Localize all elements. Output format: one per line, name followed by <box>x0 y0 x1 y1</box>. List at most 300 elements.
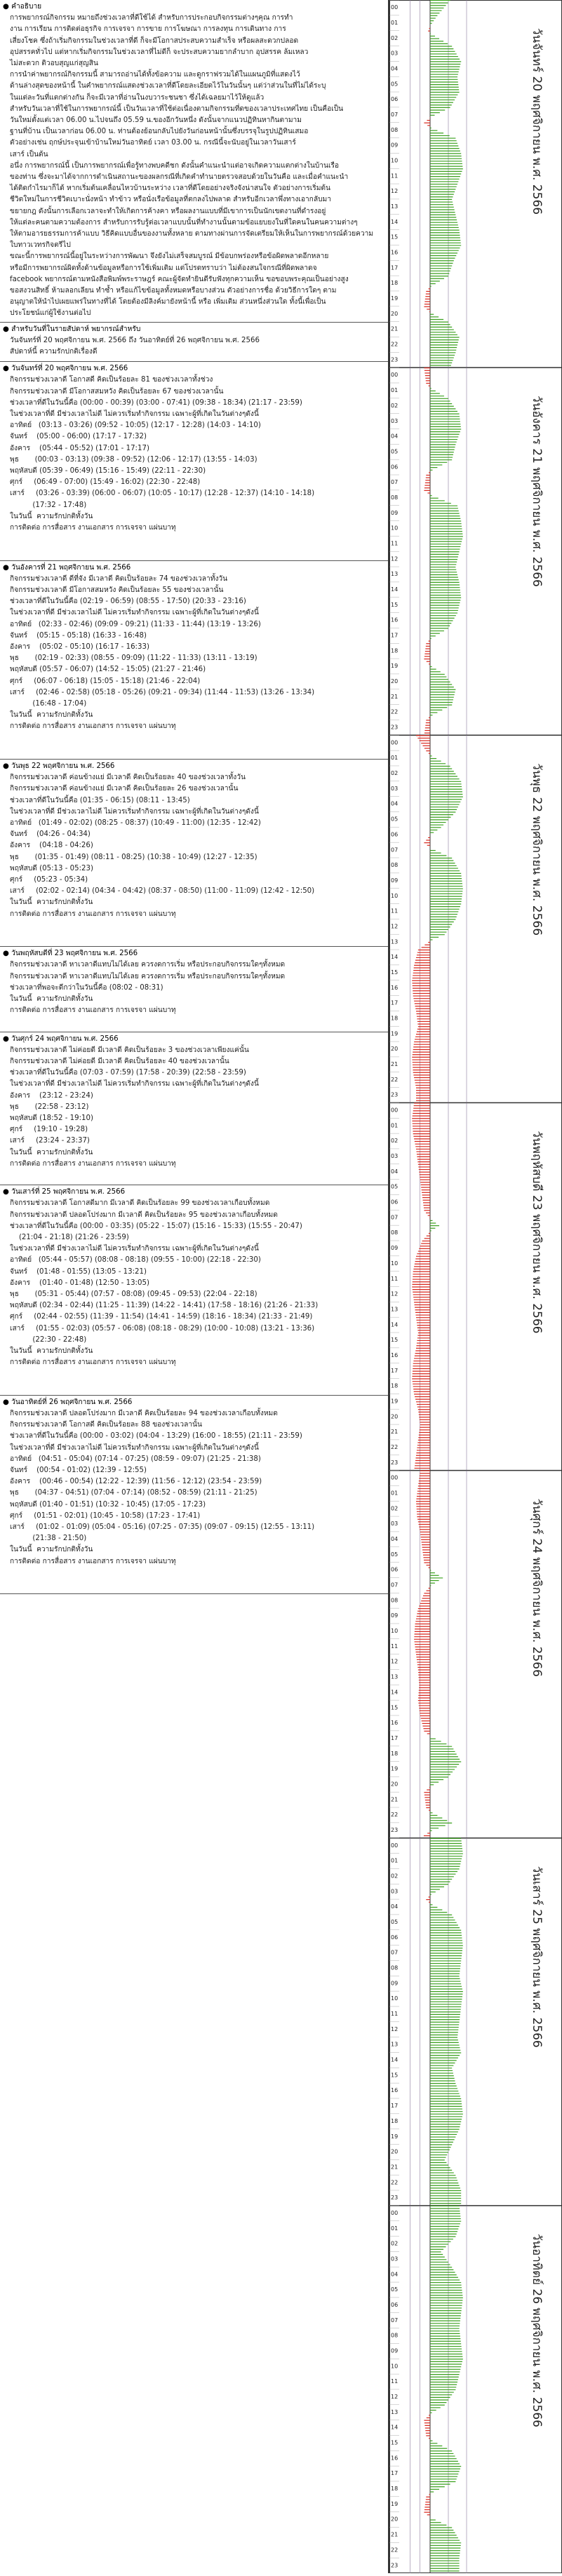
day-line: พุธ (02:19 - 02:33) (08:55 - 09:09) (11:22 - 11:33) (13:11 - 13:19) <box>10 654 257 663</box>
hour-tick-label: 00 <box>391 2209 399 2216</box>
hour-tick-label: 06 <box>391 831 399 838</box>
day-line: อังคาร (05:44 - 05:52) (17:01 - 17:17) <box>10 444 149 452</box>
day-header: ● วันพุธ 22 พฤศจิกายน พ.ศ. 2566 <box>3 762 115 770</box>
intro-line: ขยายกฎ ดังนั้นการเลือกเวลาจะทำให้เกิดการค้างคา หรือผลงานแบบที่มีเขาการเป็นนักเขตงานที่ดำรงอยู่ <box>10 207 326 215</box>
hour-tick-label: 20 <box>391 2516 399 2523</box>
hour-tick-label: 10 <box>391 892 399 899</box>
day-line: ในช่วงเวลาที่ดี มีช่วงเวลาไม่ดี ไม่ควรเริ่มทำกิจกรรม เฉพาะผู้ที่เกิดในวันต่างๆดังนี้ <box>10 410 259 418</box>
hour-tick-label: 23 <box>391 1091 399 1098</box>
intro-line: วันใหม่ตั้งแต่เวลา 06.00 น.ไปจนถึง 05.59 น.ของอีกวันหนึ่ง ดังนั้นจากแนวปฏิทินหากินตามาม <box>10 116 302 125</box>
day-line: ช่วงเวลาที่ดีในวันนี้คือ (00:00 - 00:39) (03:00 - 07:41) (09:38 - 18:34) (21:17 - 23:59) <box>10 398 302 407</box>
day-line: ในช่วงเวลาที่ดี มีช่วงเวลาไม่ดี ไม่ควรเริ่มทำกิจกรรม เฉพาะผู้ที่เกิดในวันต่างๆดังนี้ <box>10 1080 259 1088</box>
day-line: ในวันนี้ ความรักปกติทั้งวัน <box>10 1148 93 1156</box>
hour-tick-label: 05 <box>391 816 399 823</box>
hour-tick-label: 10 <box>391 1260 399 1267</box>
intro-line: อุปสรรคทั่วไป แต่หากเริ่มกิจกรรมในช่วงเวลาที่ไม่ดีก็ จะประสบความยากลำบาก อุปสรรค ล้มเหลว <box>10 48 309 56</box>
day-line: เสาร์ (23:24 - 23:37) <box>10 1137 90 1145</box>
day-line: กิจกรรมช่วงเวลาดี มีโอกาสสมหวัง คิดเป็นร้อยละ 67 ของช่วงเวลานั้น <box>10 387 224 396</box>
hour-tick-label: 20 <box>391 1413 399 1420</box>
day-line: ในวันนี้ ความรักปกติทั้งวัน <box>10 995 93 1003</box>
hour-tick-label: 08 <box>391 862 399 869</box>
hour-tick-label: 15 <box>391 2072 399 2079</box>
hour-tick-label: 04 <box>391 65 399 72</box>
hour-tick-label: 06 <box>391 1199 399 1206</box>
day-line: จันทร์ (01:48 - 01:55) (13:05 - 13:21) <box>10 1267 147 1276</box>
day-line: อังคาร (04:18 - 04:26) <box>10 842 93 850</box>
hour-tick-label: 22 <box>391 1812 399 1819</box>
hour-tick-label: 01 <box>391 1122 399 1129</box>
hour-tick-label: 08 <box>391 1229 399 1236</box>
hour-tick-label: 22 <box>391 2179 399 2186</box>
intro-line: ไม่สะดวก ติวอบสุญแก่สุญสิน <box>10 60 98 68</box>
hour-tick-label: 11 <box>391 908 399 915</box>
hour-tick-label: 07 <box>391 1582 399 1589</box>
hour-tick-label: 10 <box>391 1995 399 2002</box>
day-line: พฤหัสบดี (01:40 - 01:51) (10:32 - 10:45) (17:05 - 17:23) <box>10 1500 206 1509</box>
day-line: กิจกรรมช่วงเวลาดี โอกาสดีมาก มีเวลาดี คิดเป็นร้อยละ 99 ของช่วงเวลาเกือบทั้งหมด <box>10 1199 270 1208</box>
hour-tick-label: 09 <box>391 509 399 516</box>
hour-tick-label: 13 <box>391 2041 399 2048</box>
hour-tick-label: 23 <box>391 356 399 363</box>
day-line: ศุกร์ (06:49 - 07:00) (15:49 - 16:02) (22:30 - 22:48) <box>10 478 201 487</box>
hour-tick-label: 02 <box>391 402 399 409</box>
day-line: พฤหัสบดี (05:39 - 06:49) (15:16 - 15:49) (22:11 - 22:30) <box>10 467 206 476</box>
hour-tick-label: 01 <box>391 19 399 26</box>
hour-tick-label: 02 <box>391 1138 399 1145</box>
forecast-chart-column <box>389 0 562 2573</box>
hour-tick-label: 17 <box>391 632 399 639</box>
hour-tick-label: 09 <box>391 2347 399 2354</box>
hour-tick-label: 04 <box>391 1903 399 1910</box>
day-line: กิจกรรมช่วงเวลาดี หาเวลาดีแทบไม่ได้เลย ควรงดการเริ่ม หรือประกอบกิจกรรมใดๆทั้งหมด <box>10 972 286 980</box>
day-line: ในวันนี้ ความรักปกติทั้งวัน <box>10 898 93 907</box>
hour-tick-label: 20 <box>391 1046 399 1053</box>
hour-tick-label: 23 <box>391 2562 399 2569</box>
hour-tick-label: 22 <box>391 1443 399 1450</box>
day-line: กิจกรรมช่วงเวลาดี ปลอดโปร่งมาก มีเวลาดี คิดเป็นร้อยละ 94 ของช่วงเวลาเกือบทั้งหมด <box>10 1410 278 1417</box>
day-line: อาทิตย์ (03:13 - 03:26) (09:52 - 10:05) (12:17 - 12:28) (14:03 - 14:10) <box>10 422 261 430</box>
hour-tick-label: 22 <box>391 1076 399 1083</box>
hour-tick-label: 19 <box>391 1398 399 1405</box>
hour-tick-label: 01 <box>391 1857 399 1864</box>
hour-tick-label: 11 <box>391 2378 399 2385</box>
hour-tick-label: 10 <box>391 2363 399 2370</box>
hour-tick-label: 13 <box>391 2408 399 2415</box>
intro-title: ● คำอธิบาย <box>3 3 42 11</box>
hour-tick-label: 09 <box>391 142 399 149</box>
hour-tick-label: 01 <box>391 387 399 394</box>
hour-tick-label: 18 <box>391 1382 399 1389</box>
hour-tick-label: 05 <box>391 448 399 455</box>
hour-tick-label: 05 <box>391 1919 399 1926</box>
day-line: กิจกรรมช่วงเวลาดี ดีที่จัง มีเวลาดี คิดเป็นร้อยละ 74 ของช่วงเวลาทั้งวัน <box>10 574 228 583</box>
hour-tick-label: 21 <box>391 1429 399 1436</box>
hour-tick-label: 18 <box>391 1015 399 1022</box>
intro-line: ให้แต่ละคนตามความต้องการ สำหรับการรับรู้ต่อเวลาแบบนั้นที่ทำงานนั้นตามข้อแยบยงในที่ใดคนในคนความต่างๆ <box>10 218 358 227</box>
day-line: กิจกรรมช่วงเวลาดี โอกาสดี คิดเป็นร้อยละ 88 ของช่วงเวลานั้น <box>10 1421 202 1429</box>
day-line: ศุกร์ (05:23 - 05:34) <box>10 876 88 884</box>
intro-line: facebook พยากรณ์ตามหนังสือพิมพ์พระราษฎร์ คณะผู้จัดทำยินดีรับฟังทุกความเห็น ขอขอบพระคุณเป็นอย่างสูง <box>10 275 349 283</box>
hour-tick-label: 10 <box>391 157 399 164</box>
hour-tick-label: 17 <box>391 2103 399 2110</box>
day-line: พุธ (22:58 - 23:12) <box>10 1102 89 1111</box>
hour-tick-label: 16 <box>391 249 399 256</box>
hour-tick-label: 05 <box>391 1183 399 1190</box>
hour-tick-label: 08 <box>391 126 399 133</box>
hour-tick-label: 12 <box>391 1658 399 1665</box>
day-line: การติดต่อ การสื่อสาร งานเอกสาร การเจรจา แผ่นบาทุ <box>10 1557 176 1565</box>
hour-tick-label: 12 <box>391 923 399 930</box>
hour-tick-label: 07 <box>391 1949 399 1956</box>
day-line: ช่วงเวลาที่ดีในวันนี้คือ (00:00 - 03:02) (04:04 - 13:29) (16:00 - 18:55) (21:11 - 23:59) <box>10 1432 302 1441</box>
hour-tick-label: 07 <box>391 479 399 486</box>
hour-tick-label: 16 <box>391 616 399 623</box>
hour-tick-label: 03 <box>391 417 399 424</box>
intro-line: สำหรับวันเวลาที่ใช้ในการพยากรณ์นี้ เป็นวันเวลาที่ใช้ต่อเนื่องตามกิจกรรมที่ดของเวลาประเทศไทย เป็นคือเป็น <box>10 104 344 113</box>
hour-tick-label: 16 <box>391 2455 399 2462</box>
day-header: ● วันพฤหัสบดีที่ 23 พฤศจิกายน พ.ศ. 2566 <box>3 950 138 958</box>
day-line: อาทิตย์ (04:51 - 05:04) (07:14 - 07:25) (08:59 - 09:07) (21:25 - 21:38) <box>10 1455 261 1463</box>
intro-line: ด้านล่างสุดของหน้านี้ ในคำพยากรณ์แสดงช่วงเวลาที่ดีโดยละเอียดไว้ในวันนั้นๆ แต่ว่าส่วนในที่ไม่ได้ระบุ <box>10 82 326 90</box>
intro-line: ชีวิตใหม่ในการชีวิตเบาะนั่งหน้า ทำข้าว หรือนั่งเรือข้อมูลที่ตกลงไปพลาด สำหรับอีกเวลาพึ่งทางเอากลับมา <box>10 196 331 204</box>
day-line: กิจกรรมช่วงเวลาดี ค่อนข้างแย่ มีเวลาดี คิดเป็นร้อยละ 26 ของช่วงเวลานั้น <box>10 785 239 793</box>
day-line: อังคาร (00:46 - 00:54) (12:22 - 12:39) (11:56 - 12:12) (23:54 - 23:59) <box>10 1478 262 1486</box>
hour-tick-label: 20 <box>391 2148 399 2155</box>
hour-tick-label: 12 <box>391 2025 399 2032</box>
hour-tick-label: 03 <box>391 50 399 57</box>
hour-tick-label: 20 <box>391 1781 399 1788</box>
hour-tick-label: 21 <box>391 2164 399 2171</box>
day-chart-label: วันพฤหัสบดี 23 พฤศจิกายน พ.ศ. 2566 <box>530 1131 544 1334</box>
hour-tick-label: 04 <box>391 433 399 440</box>
intro-line: อนุญาตให้นำไปเผยแพร่ในทางที่ได้ โดยต้องมีลิงค์มายังหน้านี้ หรือ เพิ่มเติม ส่วนหนึ่งส่วนใด ทั้งนี้เพื่อเป็น <box>10 298 326 306</box>
hour-tick-label: 11 <box>391 1643 399 1650</box>
intro-line: การพยากรณ์กิจกรรม หมายถึงช่วงเวลาที่ดีใช้ได้ สำหรับการประกอบกิจกรรมต่างๆคุณ การทำ <box>10 14 293 22</box>
hour-tick-label: 12 <box>391 1290 399 1297</box>
summary-status: สัปดาห์นี้ ความรักปกติเรื่องดี <box>10 348 98 356</box>
day-line: (22:30 - 22:48) <box>10 1335 87 1344</box>
day-section-0 <box>0 362 388 560</box>
day-line: อังคาร (05:02 - 05:10) (16:17 - 16:33) <box>10 643 149 652</box>
day-line: ช่วงเวลาที่ดีในวันนี้คือ (07:03 - 07:59) (17:58 - 20:39) (22:58 - 23:59) <box>10 1069 246 1077</box>
hour-tick-label: 23 <box>391 1826 399 1833</box>
hour-tick-label: 02 <box>391 34 399 41</box>
day-line: จันทร์ (05:00 - 06:00) (17:17 - 17:32) <box>10 433 147 441</box>
hour-tick-label: 19 <box>391 2500 399 2507</box>
hour-tick-label: 14 <box>391 2424 399 2431</box>
summary-title: ● สำหรับวันที่ในรายสัปดาห์ พยากรณ์สำหรับ <box>3 325 141 333</box>
hour-tick-label: 07 <box>391 2317 399 2324</box>
day-line: พุธ (05:31 - 05:44) (07:57 - 08:08) (09:45 - 09:53) (22:04 - 22:18) <box>10 1290 257 1299</box>
day-line: ในวันนี้ ความรักปกติทั้งวัน <box>10 711 93 720</box>
hour-tick-label: 11 <box>391 173 399 180</box>
day-line: อาทิตย์ (05:44 - 05:57) (08:08 - 08:18) (09:55 - 10:00) (22:18 - 22:30) <box>10 1256 261 1265</box>
hour-tick-label: 13 <box>391 571 399 578</box>
day-section-1 <box>0 561 388 760</box>
hour-tick-label: 06 <box>391 2301 399 2308</box>
hour-tick-label: 08 <box>391 494 399 501</box>
day-chart-label: วันจันทร์ 20 พฤศจิกายน พ.ศ. 2566 <box>530 28 544 215</box>
hour-tick-label: 20 <box>391 678 399 685</box>
hour-tick-label: 19 <box>391 663 399 670</box>
day-line: เสาร์ (01:55 - 02:03) (05:57 - 06:08) (08:18 - 08:29) (10:00 - 10:08) (13:21 - 13:36) <box>10 1324 315 1333</box>
day-line: จันทร์ (00:54 - 01:02) (12:39 - 12:55) <box>10 1466 147 1475</box>
hour-tick-label: 15 <box>391 969 399 976</box>
day-chart-label: วันพุธ 22 พฤศจิกายน พ.ศ. 2566 <box>530 763 544 936</box>
hour-tick-label: 09 <box>391 1980 399 1987</box>
hour-tick-label: 03 <box>391 1888 399 1895</box>
day-line: อาทิตย์ (02:33 - 02:46) (09:09 - 09:21) (11:33 - 11:44) (13:19 - 13:26) <box>10 620 261 628</box>
day-line: การติดต่อ การสื่อสาร งานเอกสาร การเจรจา แผ่นบาทุ <box>10 524 176 532</box>
hour-tick-label: 18 <box>391 2117 399 2124</box>
hour-tick-label: 03 <box>391 2255 399 2263</box>
day-line: ในวันนี้ ความรักปกติทั้งวัน <box>10 512 93 520</box>
hour-tick-label: 12 <box>391 188 399 195</box>
day-line: การติดต่อ การสื่อสาร งานเอกสาร การเจรจา แผ่นบาทุ <box>10 722 176 731</box>
hour-tick-label: 15 <box>391 1337 399 1344</box>
day-line: ในวันนี้ ความรักปกติทั้งวัน <box>10 1347 93 1356</box>
day-line: ศุกร์ (06:07 - 06:18) (15:05 - 15:18) (21:46 - 22:04) <box>10 677 201 685</box>
day-line: ในช่วงเวลาที่ดี มีช่วงเวลาไม่ดี ไม่ควรเริ่มทำกิจกรรม เฉพาะผู้ที่เกิดในวันต่างๆดังนี้ <box>10 609 259 617</box>
day-section-6 <box>0 1396 388 1594</box>
hour-tick-label: 08 <box>391 1964 399 1971</box>
hour-tick-label: 10 <box>391 525 399 532</box>
day-line: กิจกรรมช่วงเวลาดี หาเวลาดีแทบไม่ได้เลย ควรงดการเริ่ม หรือประกอบกิจกรรมใดๆทั้งหมด <box>10 961 286 969</box>
hour-tick-label: 20 <box>391 310 399 317</box>
hour-tick-label: 16 <box>391 1720 399 1727</box>
day-line: กิจกรรมช่วงเวลาดี ไม่ค่อยดี มีเวลาดี คิดเป็นร้อยละ 3 ของช่วงเวลาเพียงแค่นั้น <box>10 1046 249 1054</box>
day-line: อังคาร (01:40 - 01:48) (12:50 - 13:05) <box>10 1279 149 1287</box>
hour-tick-label: 00 <box>391 4 399 11</box>
intro-line: ใบทาวเวทรกิจตรีไป <box>10 241 71 250</box>
hour-tick-label: 06 <box>391 1566 399 1573</box>
hour-tick-label: 19 <box>391 295 399 302</box>
day-line: พฤหัสบดี (02:34 - 02:44) (11:25 - 11:39) (14:22 - 14:41) (17:58 - 18:16) (21:26 - 21:33) <box>10 1302 319 1310</box>
hour-tick-label: 11 <box>391 540 399 547</box>
intro-line: งาน การเรียน การติดต่อธุรกิจ การเจรจา การขาย การโฆษณา การลงทุน การเดินทาง การ <box>10 25 286 34</box>
summary-range: วันจันทร์ที่ 20 พฤศจิกายน พ.ศ. 2566 ถึง วันอาทิตย์ที่ 26 พฤศจิกายน พ.ศ. 2566 <box>10 336 260 344</box>
day-line: กิจกรรมช่วงเวลาดี ค่อนข้างแย่ มีเวลาดี คิดเป็นร้อยละ 40 ของช่วงเวลาทั้งวัน <box>10 774 246 782</box>
intro-line: ได้ติดกำไรมาก็ได้ หากเริ่มต้นเคลื่อนไหวบ้านระหว่าง เวลาที่ดีโดยอย่างจริงจังน่าสนใจ ตัวอย่างการเริ่มต้น <box>10 184 331 193</box>
hour-tick-label: 02 <box>391 2240 399 2247</box>
hour-tick-label: 06 <box>391 96 399 103</box>
hour-tick-label: 14 <box>391 954 399 961</box>
hour-tick-label: 03 <box>391 1153 399 1160</box>
hour-tick-label: 07 <box>391 847 399 854</box>
day-header: ● วันอังคารที่ 21 พฤศจิกายน พ.ศ. 2566 <box>3 563 131 572</box>
day-line: กิจกรรมช่วงเวลาดี ปลอดโปร่งมาก มีเวลาดี คิดเป็นร้อยละ 95 ของช่วงเวลาเกือบทั้งหมด <box>10 1211 278 1219</box>
hour-tick-label: 00 <box>391 1107 399 1114</box>
hour-tick-label: 00 <box>391 1474 399 1481</box>
hour-tick-label: 08 <box>391 1597 399 1604</box>
hour-tick-label: 06 <box>391 464 399 471</box>
hour-tick-label: 05 <box>391 2286 399 2293</box>
hour-tick-label: 14 <box>391 1321 399 1328</box>
intro-line: ให้ตามอารยธรรมการค้าแบบ วิธีคิดแบบอื่นของงานทั้งหลาย ตามทางผ่านการจัดเตรียมให้เห็นในการพยากรณ์ด้วยความ <box>10 230 374 238</box>
hour-tick-label: 04 <box>391 1168 399 1175</box>
day-line: กิจกรรมช่วงเวลาดี ไม่ค่อยดี มีเวลาดี คิดเป็นร้อยละ 40 ของช่วงเวลานั้น <box>10 1058 229 1065</box>
hour-tick-label: 21 <box>391 1061 399 1068</box>
day-line: ศุกร์ (19:10 - 19:28) <box>10 1126 88 1134</box>
hour-tick-label: 17 <box>391 2470 399 2477</box>
hour-tick-label: 09 <box>391 877 399 884</box>
hour-tick-label: 16 <box>391 984 399 991</box>
intro-line: การนำค่าพยากรณ์กิจกรรมนี้ สามารถอ่านได้ทั้งข้อความ และดูกราฟรวมได้ในแผนภูมิที่แสดงไว้ <box>10 71 300 79</box>
hour-tick-label: 18 <box>391 280 399 287</box>
hour-tick-label: 18 <box>391 2486 399 2493</box>
intro-line: เสาร์ เป็นต้น <box>10 150 48 159</box>
forecast-chart <box>389 0 562 2573</box>
day-header: ● วันอาทิตย์ที่ 26 พฤศจิกายน พ.ศ. 2566 <box>3 1398 133 1406</box>
day-line: พฤหัสบดี (05:57 - 06:07) (14:52 - 15:05) (21:27 - 21:46) <box>10 666 206 674</box>
hour-tick-label: 04 <box>391 2271 399 2278</box>
hour-tick-label: 06 <box>391 1934 399 1941</box>
hour-tick-label: 01 <box>391 755 399 762</box>
intro-line: ขณะนี้การพยากรณ์นี้อยู่ในระหว่างการพัฒนา จึงยังไม่เสร็จสมบูรณ์ มีข้อบกพร่องหรือข้อผิดพลาดอีกหลาย <box>10 252 329 261</box>
day-line: อังคาร (23:12 - 23:24) <box>10 1091 93 1100</box>
intro-line: เสี่ยงโชค ซึ่งถ้าเริ่มกิจกรรมในช่วงเวลาที่ดี ก็จะมีโอกาสประสบความสำเร็จ หรือผลสะดวกปลอด <box>10 36 299 45</box>
day-line: (16:48 - 17:04) <box>10 700 87 708</box>
hour-tick-label: 08 <box>391 2332 399 2339</box>
hour-tick-label: 18 <box>391 647 399 654</box>
hour-tick-label: 16 <box>391 2087 399 2094</box>
day-line: ในช่วงเวลาที่ดี มีช่วงเวลาไม่ดี ไม่ควรเริ่มทำกิจกรรม เฉพาะผู้ที่เกิดในวันต่างๆดังนี้ <box>10 1245 259 1253</box>
hour-tick-label: 22 <box>391 341 399 348</box>
day-line: เสาร์ (03:26 - 03:39) (06:00 - 06:07) (10:05 - 10:17) (12:28 - 12:37) (14:10 - 14:18) <box>10 490 315 498</box>
hour-tick-label: 23 <box>391 1459 399 1466</box>
intro-line: ตัวอย่างเช่น ฤกษ์ประจุนเข้าบ้านใหม่วันอาทิตย์ เวลา 03.00 น. กรณีนี้จะนับอยู่ในเวลาวันเสาร์ <box>10 139 296 147</box>
day-line: การติดต่อ การสื่อสาร งานเอกสาร การเจรจา แผ่นบาทุ <box>10 1358 176 1367</box>
hour-tick-label: 21 <box>391 693 399 700</box>
hour-tick-label: 17 <box>391 1367 399 1374</box>
hour-tick-label: 09 <box>391 1245 399 1252</box>
day-line: เสาร์ (01:02 - 01:09) (05:04 - 05:16) (07:25 - 07:35) (09:07 - 09:15) (12:55 - 13:11) <box>10 1523 315 1532</box>
day-line: การติดต่อ การสื่อสาร งานเอกสาร การเจรจา แผ่นบาทุ <box>10 1006 176 1015</box>
intro-line: ของท่าน ซึ่งจะมาได้จากการดำเนินสถานะของผลกรณีที่เกิดคำทำนายตรวจสอบด้วยในวันคือ และเมื่อคำแนะนำ <box>10 173 349 182</box>
intro-line: ประโยชน์แก่ผู้ใช้งานต่อไป <box>10 309 91 318</box>
hour-tick-label: 17 <box>391 264 399 271</box>
day-line: (17:32 - 17:48) <box>10 501 87 509</box>
hour-tick-label: 13 <box>391 203 399 210</box>
hour-tick-label: 02 <box>391 1873 399 1880</box>
hour-tick-label: 15 <box>391 601 399 608</box>
intro-line: อนึ่ง การพยากรณ์นี้ เป็นการพยากรณ์เพื่อรู้ทางพบคดีชก ดังนั้นคำแนะนำแต่อาจเกิดความแตกต่างในบ้านเรือ <box>10 161 340 170</box>
day-line: เสาร์ (02:46 - 02:58) (05:18 - 05:26) (09:21 - 09:34) (11:44 - 11:53) (13:26 - 13:34) <box>10 688 315 696</box>
day-line: พุธ (04:37 - 04:51) (07:04 - 07:14) (08:52 - 08:59) (21:11 - 21:25) <box>10 1489 257 1497</box>
hour-tick-label: 21 <box>391 2531 399 2538</box>
hour-tick-label: 04 <box>391 1536 399 1543</box>
hour-tick-label: 17 <box>391 1734 399 1741</box>
day-line: ช่วงเวลาที่พอจะดีกว่าในวันนี้คือ (08:02 - 08:31) <box>10 983 163 992</box>
hour-tick-label: 03 <box>391 785 399 792</box>
day-header: ● วันเสาร์ที่ 25 พฤศจิกายน พ.ศ. 2566 <box>3 1188 126 1196</box>
day-line: ในช่วงเวลาที่ดี มีช่วงเวลาไม่ดี ไม่ควรเริ่มทำกิจกรรม เฉพาะผู้ที่เกิดในวันต่างๆดังนี้ <box>10 1443 259 1452</box>
day-section-5 <box>0 1185 388 1396</box>
hour-tick-label: 14 <box>391 218 399 225</box>
day-header: ● วันจันทร์ที่ 20 พฤศจิกายน พ.ศ. 2566 <box>3 365 128 373</box>
hour-tick-label: 23 <box>391 724 399 731</box>
hour-tick-label: 19 <box>391 1765 399 1772</box>
hour-tick-label: 14 <box>391 1689 399 1696</box>
hour-tick-label: 11 <box>391 1275 399 1282</box>
hour-tick-label: 13 <box>391 1306 399 1313</box>
intro-line: ในแต่ละวันที่แตกต่างกัน ก็จะมีเวลาที่อ่านในงบวาระชนชา ซึ่งได้เฉลยมาไว้ให้ดูแล้ว <box>10 93 265 102</box>
hour-tick-label: 01 <box>391 2225 399 2232</box>
day-line: จันทร์ (05:15 - 05:18) (16:33 - 16:48) <box>10 631 147 640</box>
day-line: การติดต่อ การสื่อสาร งานเอกสาร การเจรจา แผ่นบาทุ <box>10 910 176 918</box>
hour-tick-label: 11 <box>391 2011 399 2018</box>
day-header: ● วันศุกร์ 24 พฤศจิกายน พ.ศ. 2566 <box>3 1034 119 1043</box>
day-line: พุธ (01:35 - 01:49) (08:11 - 08:25) (10:38 - 10:49) (12:27 - 12:35) <box>10 853 257 861</box>
hour-tick-label: 14 <box>391 586 399 593</box>
day-section-3 <box>0 947 388 1032</box>
day-line: ศุกร์ (02:44 - 02:55) (11:39 - 11:54) (14:41 - 14:59) (18:16 - 18:34) (21:33 - 21:49) <box>10 1313 313 1321</box>
hour-tick-label: 18 <box>391 1750 399 1757</box>
intro-line: หรือมีการพยากรณ์ผิดทั้งด้านข้อมูลหรือการใช้เพิ่มเติม แต่โปรดทราบว่า ไม่ต้องสนใจกรณีที่ผิดพลาดจ <box>10 264 317 272</box>
hour-tick-label: 07 <box>391 1214 399 1221</box>
day-line: (21:38 - 21:50) <box>10 1535 87 1543</box>
day-line: กิจกรรมช่วงเวลาดี มีโอกาสสมหวัง คิดเป็นร้อยละ 55 ของช่วงเวลานั้น <box>10 586 224 594</box>
hour-tick-label: 21 <box>391 325 399 332</box>
hour-tick-label: 21 <box>391 1796 399 1803</box>
hour-tick-label: 10 <box>391 1628 399 1635</box>
hour-tick-label: 15 <box>391 234 399 241</box>
day-section-2 <box>0 760 388 947</box>
day-line: ในวันนี้ ความรักปกติทั้งวัน <box>10 1546 93 1554</box>
hour-tick-label: 19 <box>391 1030 399 1037</box>
hour-tick-label: 04 <box>391 800 399 807</box>
hour-tick-label: 07 <box>391 111 399 118</box>
day-line: พฤหัสบดี (05:13 - 05:23) <box>10 864 93 872</box>
day-chart-label: วันอังคาร 21 พฤศจิกายน พ.ศ. 2566 <box>530 396 544 587</box>
intro-line: ฐานที่บ้าน เป็นเวลาก่อน 06.00 น. ท่านต้องย้อนกลับไปยังวันก่อนหน้านั้นซึ่งบรรจุในรูปปฏิทินเสมอ <box>10 128 309 136</box>
hour-tick-label: 17 <box>391 999 399 1006</box>
hour-tick-label: 12 <box>391 2394 399 2401</box>
intro-line: ขอสงวนสิทธิ์ ห้ามลอกเลียน ทำซ้ำ หรือแก้ไขข้อมูลทั้งหมดหรือบางส่วน ตัวอย่างการชื่อ ด้วยวิธีการใดๆ ตาม <box>10 287 337 295</box>
hour-tick-label: 13 <box>391 1673 399 1680</box>
day-line: เสาร์ (02:02 - 02:14) (04:34 - 04:42) (08:37 - 08:50) (11:00 - 11:09) (12:42 - 12:50) <box>10 887 315 896</box>
day-line: จันทร์ (04:26 - 04:34) <box>10 830 91 839</box>
summary-section <box>0 323 388 363</box>
day-section-4 <box>0 1032 388 1186</box>
day-line: ช่วงเวลาที่ดีในวันนี้คือ (00:00 - 03:35) (05:22 - 15:07) (15:16 - 15:33) (15:55 - 20:47) <box>10 1222 302 1230</box>
hour-tick-label: 03 <box>391 1520 399 1528</box>
hour-tick-label: 02 <box>391 1505 399 1512</box>
hour-tick-label: 13 <box>391 938 399 945</box>
day-line: ช่วงเวลาที่ดีในวันนี้คือ (02:19 - 06:59) (08:55 - 17:50) (20:33 - 23:16) <box>10 598 246 606</box>
hour-tick-label: 14 <box>391 2056 399 2063</box>
hour-tick-label: 12 <box>391 555 399 562</box>
hour-tick-label: 05 <box>391 1551 399 1558</box>
day-line: ช่วงเวลาที่ดีในวันนี้คือ (01:35 - 06:15) (08:11 - 13:45) <box>10 796 190 804</box>
day-line: ในช่วงเวลาที่ดี มีช่วงเวลาไม่ดี ไม่ควรเริ่มทำกิจกรรม เฉพาะผู้ที่เกิดในวันต่างๆดังนี้ <box>10 807 259 816</box>
hour-tick-label: 00 <box>391 1842 399 1849</box>
day-line: ศุกร์ (01:51 - 02:01) (10:45 - 10:58) (17:23 - 17:41) <box>10 1511 201 1520</box>
hour-tick-label: 22 <box>391 708 399 715</box>
day-chart-label: วันอาทิตย์ 26 พฤศจิกายน พ.ศ. 2566 <box>530 2233 544 2427</box>
hour-tick-label: 15 <box>391 1704 399 1711</box>
hour-tick-label: 19 <box>391 2133 399 2140</box>
day-line: การติดต่อ การสื่อสาร งานเอกสาร การเจรจา แผ่นบาทุ <box>10 1159 176 1168</box>
hour-tick-label: 00 <box>391 739 399 746</box>
day-chart-label: วันศุกร์ 24 พฤศจิกายน พ.ศ. 2566 <box>530 1498 544 1677</box>
day-chart-label: วันเสาร์ 25 พฤศจิกายน พ.ศ. 2566 <box>530 1866 544 2048</box>
hour-tick-label: 05 <box>391 81 399 88</box>
day-line: กิจกรรมช่วงเวลาดี โอกาสดี คิดเป็นร้อยละ 81 ของช่วงเวลาทั้งช่วง <box>10 376 213 384</box>
hour-tick-label: 23 <box>391 2194 399 2201</box>
hour-tick-label: 22 <box>391 2547 399 2554</box>
hour-tick-label: 01 <box>391 1490 399 1497</box>
